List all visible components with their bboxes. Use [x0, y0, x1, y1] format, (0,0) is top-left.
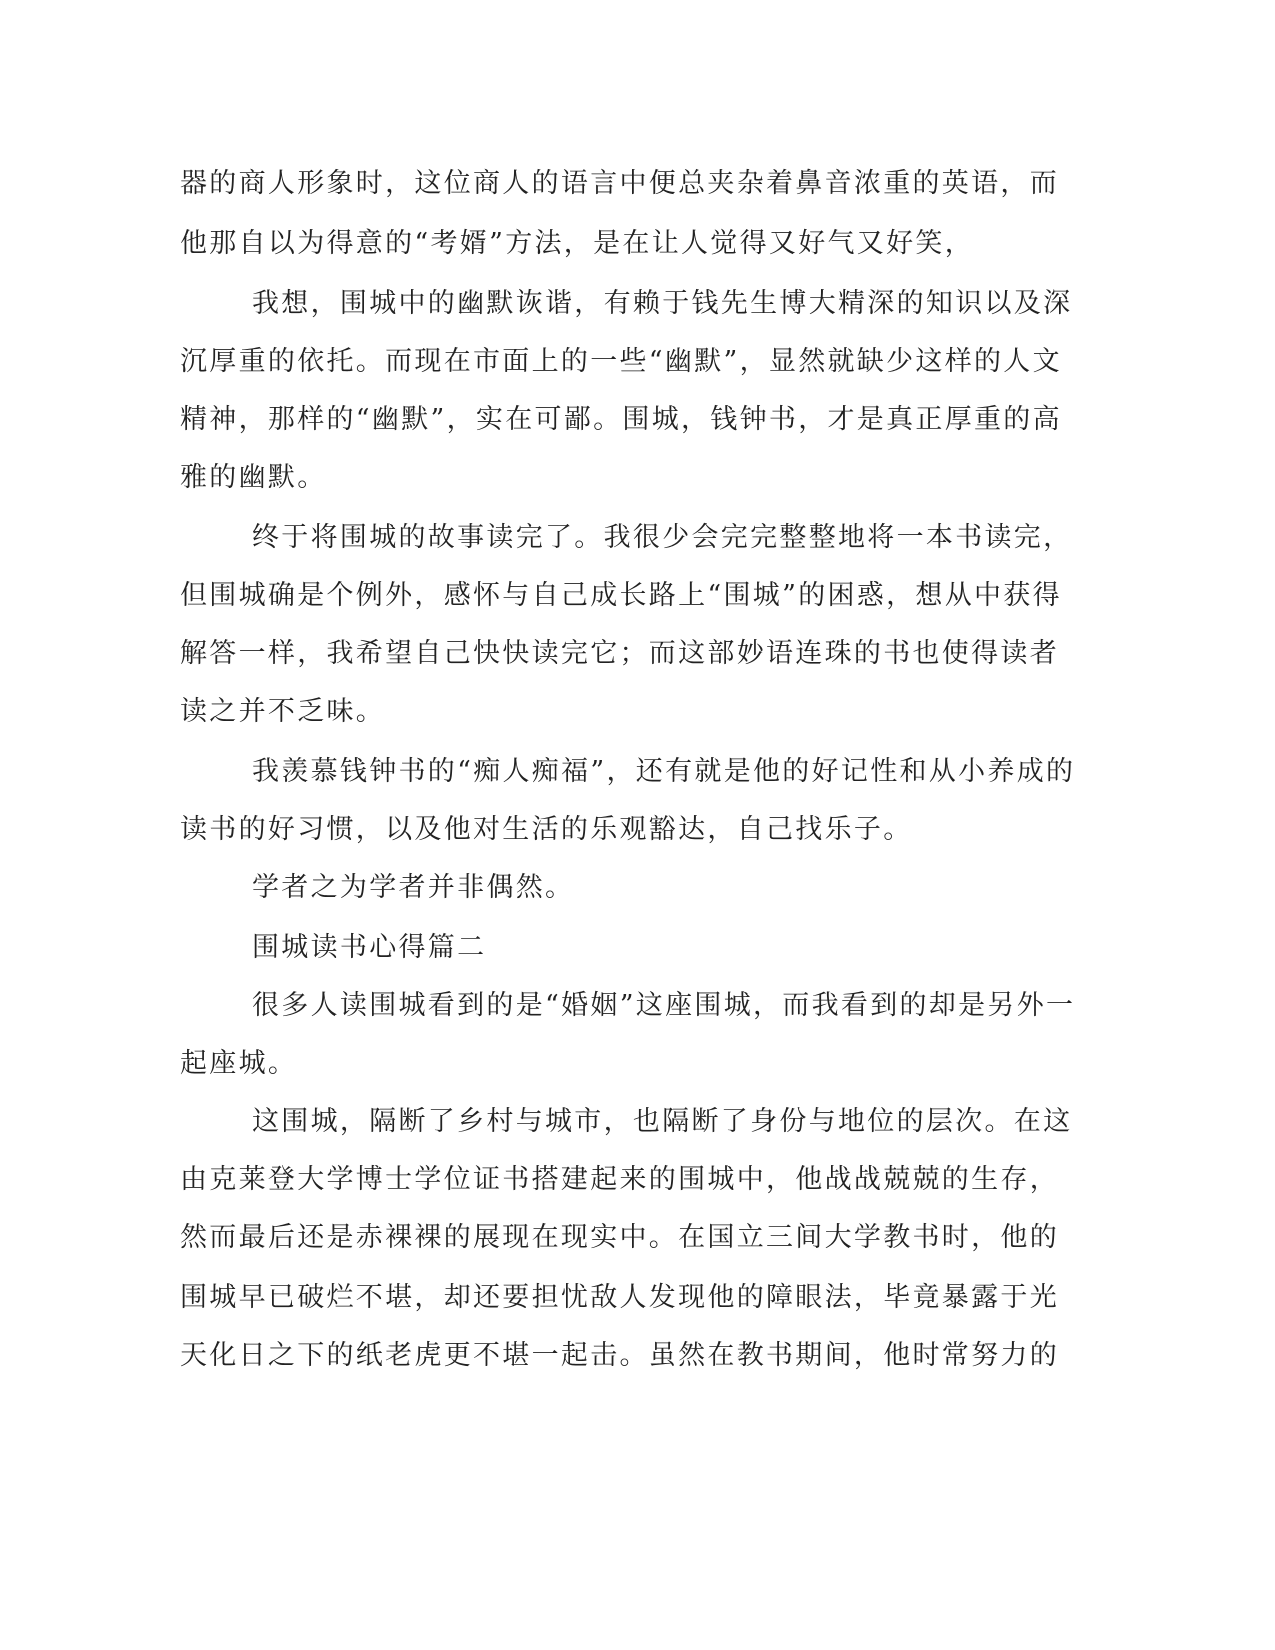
text-line: 沉厚重的依托。而现在市面上的一些“幽默”，显然就缺少这样的人文 — [180, 346, 1062, 377]
text-line: 读之并不乏味。 — [180, 696, 386, 727]
text-line: 雅的幽默。 — [180, 462, 327, 493]
text-line: 起座城。 — [180, 1048, 298, 1079]
text-line: 他那自以为得意的“考婿”方法，是在让人觉得又好气又好笑， — [180, 228, 975, 259]
text-line: 精神，那样的“幽默”，实在可鄙。围城，钱钟书，才是真正厚重的高 — [180, 404, 1062, 435]
text-line: 器的商人形象时，这位商人的语言中便总夹杂着鼻音浓重的英语，而 — [180, 168, 1059, 199]
section-heading: 围城读书心得篇二 — [252, 932, 487, 963]
text-line: 解答一样，我希望自己快快读完它；而这部妙语连珠的书也使得读者 — [180, 638, 1059, 669]
paragraph-start-line: 终于将围城的故事读完了。我很少会完完整整地将一本书读完， — [252, 522, 1073, 553]
text-line: 天化日之下的纸老虎更不堪一起击。虽然在教书期间，他时常努力的 — [180, 1340, 1059, 1371]
paragraph-start-line: 我想，围城中的幽默诙谐，有赖于钱先生博大精深的知识以及深 — [252, 288, 1073, 319]
paragraph-start-line: 很多人读围城看到的是“婚姻”这座围城，而我看到的却是另外一 — [252, 990, 1076, 1021]
paragraph-start-line: 这围城，隔断了乡村与城市，也隔断了身份与地位的层次。在这 — [252, 1106, 1073, 1137]
text-line: 围城早已破烂不堪，却还要担忧敌人发现他的障眼法，毕竟暴露于光 — [180, 1282, 1059, 1313]
text-line: 然而最后还是赤裸裸的展现在现实中。在国立三间大学教书时，他的 — [180, 1222, 1059, 1253]
text-line: 读书的好习惯，以及他对生活的乐观豁达，自己找乐子。 — [180, 814, 913, 845]
paragraph-start-line: 学者之为学者并非偶然。 — [252, 872, 575, 903]
text-line: 但围城确是个例外，感怀与自己成长路上“围城”的困惑，想从中获得 — [180, 580, 1062, 611]
text-line: 由克莱登大学博士学位证书搭建起来的围城中，他战战兢兢的生存， — [180, 1164, 1059, 1195]
paragraph-start-line: 我羡慕钱钟书的“痴人痴福”，还有就是他的好记性和从小养成的 — [252, 756, 1076, 787]
